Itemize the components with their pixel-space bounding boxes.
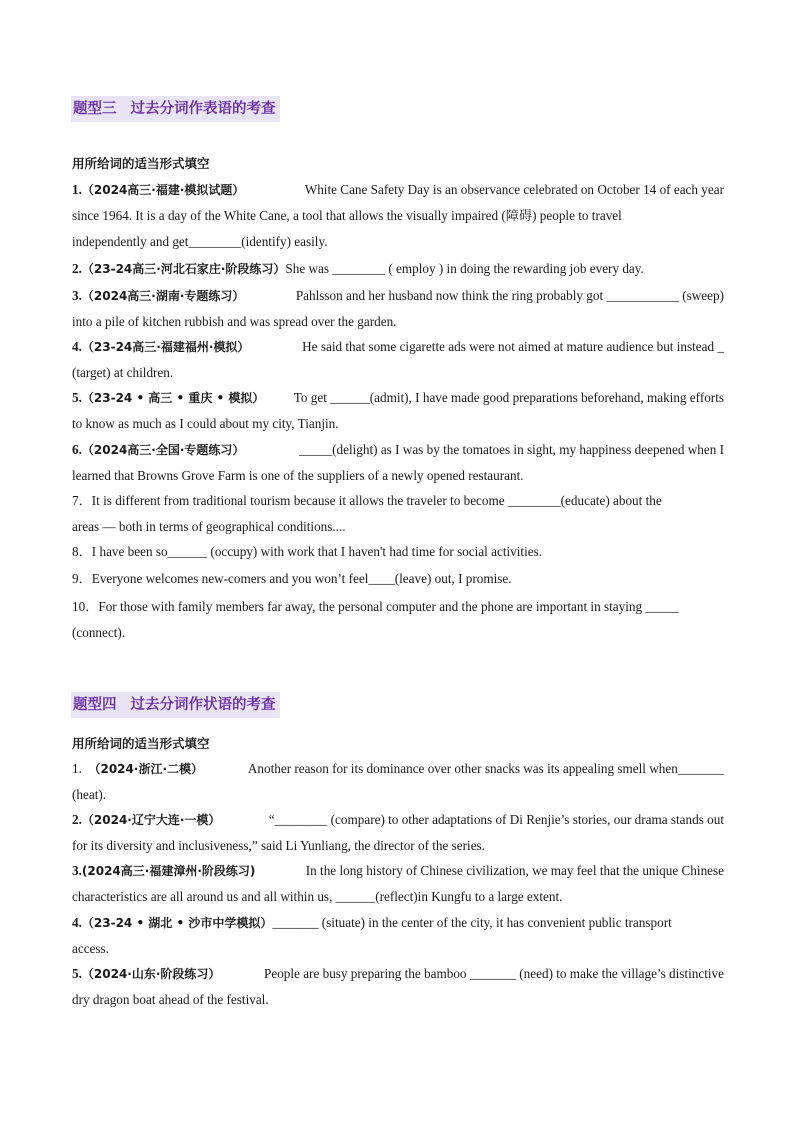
s4-q5-line1 [72,961,724,987]
s3-q10-line1 [72,594,724,620]
s3-question-2 [72,256,724,282]
s3-question-9 [72,566,724,592]
s4-q3-line1 [72,858,724,884]
s3-q2-text1: She was ________ ( employ ) in doing the rewarding job every day. [285,261,644,276]
s3-q4-num: 4. [72,339,82,354]
s4-question-2 [72,807,724,859]
s4-q2-line1 [72,807,724,833]
s3-q2-tag: （23-24高三·河北石家庄·阶段练习） [81,262,286,276]
s3-q1-tag: （2024高三·福建·模拟试题） [81,183,245,197]
s3-q7-num: 7． [72,493,92,508]
s4-question-1 [72,756,724,808]
section-heading-4-subtitle: 过去分词作状语的考查 [130,697,276,713]
s3-q2-line1 [72,256,724,282]
s3-q5-text2: to know as much as I could about my city, Tianjin. [72,416,339,431]
s3-q1-text1: White Cane Safety Day is an observance celebrated on October 14 of each year [304,182,724,197]
s3-question-5 [72,385,724,437]
s3-q7-text2: areas — both in terms of geographical conditions.... [72,519,346,534]
s4-q4-line1 [72,910,724,936]
s4-question-3 [72,858,724,910]
s3-question-3 [72,283,724,335]
s4-q1-num: 1. [72,761,82,776]
s3-q3-text1: Pahlsson and her husband now think the ring probably got ___________ (sweep) [295,288,724,303]
s3-q3-tag: （2024高三·湖南·专题练习） [81,289,245,303]
s3-q4-text2: (target) at children. [72,365,174,380]
s3-question-1 [72,177,724,255]
s4-q3-num: 3. [72,863,82,878]
s4-q4-text2: access. [72,941,109,956]
s3-q10-text1: For those with family members far away, the personal computer and the phone are important in staying _____ [98,599,679,614]
s3-q8-num: 8． [72,544,92,559]
s4-q4-tag: （23-24 • 湖北 • 沙市中学模拟） [81,916,273,930]
section-heading-3-title: 题型三 [73,101,117,117]
s3-q1-line1 [72,177,724,203]
s4-q3-text1: In the long history of Chinese civilization, we may feel that the unique Chinese [305,863,724,878]
s3-q1-text3: independently and get________(identify) easily. [72,234,328,249]
section-heading-3 [71,96,280,122]
s3-q1-num: 1. [72,182,82,197]
section-3-instruction: 用所给词的适当形式填空 [72,156,210,171]
s3-question-6 [72,437,724,489]
s4-q1-text1: Another reason for its dominance over other snacks was its appealing smell when_______ [247,761,724,776]
s3-question-8 [72,539,724,565]
s3-q5-tag: （23-24 • 高三 • 重庆 • 模拟） [81,391,265,405]
s3-q9-num: 9． [72,571,92,586]
s3-q6-text2: learned that Browns Grove Farm is one of the suppliers of a newly opened restaurant. [72,468,524,483]
s3-q7-line1 [72,488,724,514]
section-heading-3-subtitle: 过去分词作表语的考查 [130,101,276,117]
s3-q6-tag: （2024高三·全国·专题练习） [81,443,245,457]
s4-q2-num: 2. [72,812,82,827]
s4-q4-text1: _______ (situate) in the center of the city, it has convenient public transport [272,915,672,930]
s3-q2-num: 2. [72,261,82,276]
s4-q5-text1: People are busy preparing the bamboo _______ (need) to make the village’s distinctive [264,966,724,981]
s3-q5-text1: To get ______(admit), I have made good preparations beforehand, making efforts [293,390,724,405]
section-heading-4-title: 题型四 [73,697,117,713]
s4-q1-text2: (heat). [72,787,107,802]
s3-q5-num: 5. [72,390,82,405]
s3-q1-text2: since 1964. It is a day of the White Cane, a tool that allows the visually impaired (障碍) people to travel [72,208,622,223]
s4-question-4 [72,910,724,962]
s3-q6-text1: _____(delight) as I was by the tomatoes in sight, my happiness deepened when I [299,442,724,457]
s4-q5-num: 5. [72,966,82,981]
s3-q5-line1 [72,385,724,411]
s3-q10-text2: (connect). [72,625,126,640]
s4-q2-tag: （2024·辽宁大连·一模） [81,813,221,827]
section-4-instruction: 用所给词的适当形式填空 [72,736,210,751]
s3-q4-tag: （23-24高三·福建福州·模拟） [81,340,250,354]
s4-q3-text2: characteristics are all around us and all within us, ______(reflect)in Kungfu to a large extent. [72,889,563,904]
s3-q6-num: 6. [72,442,82,457]
s3-question-4 [72,334,724,386]
s4-q5-text2: dry dragon boat ahead of the festival. [72,992,269,1007]
s4-q2-text1: “________ (compare) to other adaptations of Di Renjie’s stories, our drama stands out [268,812,724,827]
s4-question-5 [72,961,724,1013]
s3-q4-text1: He said that some cigarette ads were not aimed at mature audience but instead _ [302,339,724,354]
section-heading-4 [71,692,280,718]
s3-q10-num: 10． [72,599,99,614]
s4-q1-line1 [72,756,724,782]
s4-q4-num: 4. [72,915,82,930]
s4-q5-tag: （2024·山东·阶段练习） [81,967,221,981]
s3-q9-text1: Everyone welcomes new-comers and you won’t feel____(leave) out, I promise. [91,571,512,586]
s3-q3-text2: into a pile of kitchen rubbish and was spread over the garden. [72,314,397,329]
s3-question-7 [72,488,724,540]
s4-q1-tag: （2024·浙江·二模） [88,762,204,776]
s3-q3-num: 3. [72,288,82,303]
s3-q9-line1 [72,566,724,592]
s4-q3-tag: (2024高三·福建漳州·阶段练习) [81,864,256,878]
s3-q6-line1 [72,437,724,463]
s3-q8-line1 [72,539,724,565]
s3-question-10 [72,594,724,646]
s4-q2-text2: for its diversity and inclusiveness,” said Li Yunliang, the director of the series. [72,838,485,853]
s3-q8-text1: I have been so______ (occupy) with work that I haven't had time for social activities. [91,544,543,559]
s3-q4-line1 [72,334,724,360]
s3-q3-line1 [72,283,724,309]
s3-q7-text1: It is different from traditional tourism because it allows the traveler to become ________(educate) about the [91,493,662,508]
